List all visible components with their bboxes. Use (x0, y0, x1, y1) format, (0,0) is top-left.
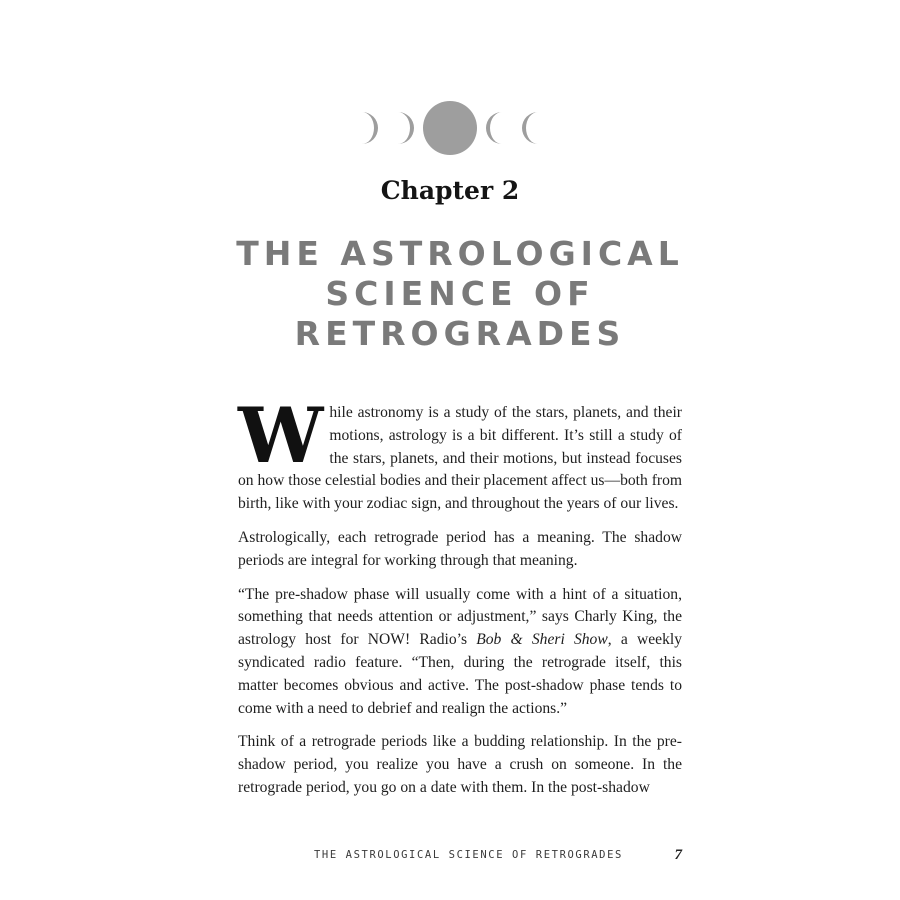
paragraph: Astrologically, each retrograde period has a meaning. The shadow periods are integral for working through that meaning. (238, 528, 682, 569)
moon-phase-svg (350, 96, 550, 160)
running-head: THE ASTROLOGICAL SCIENCE OF RETROGRADES (314, 849, 623, 861)
waxing-crescent-moon-icon (522, 112, 538, 144)
chapter-title-line: SCIENCE OF (325, 274, 595, 313)
paragraph-text: hile astronomy is a study of the stars, planets, and their motions, astrology is a bit different. It’s still a study of the stars, planets, and their motions, but instead focuses on how those celestial bodies and their placement affect us—both from birth, like with your zodiac sign, and throughout the years of our lives. (238, 404, 683, 513)
show-title: Bob & Sheri Show (476, 631, 608, 649)
paragraph-text: “The pre-shadow phase will usually come with a hint of a situation, something that needs attention or adjustment,” says Charly King, the astrology host for NOW! Radio’s (238, 585, 682, 649)
paragraph: Think of a retrograde periods like a budding relationship. In the pre-shadow period, you realize you have a crush on someone. In the retrograde period, you go on a date with them. In the post-shadow (238, 733, 682, 796)
body-text (238, 391, 683, 811)
page-footer (238, 847, 682, 865)
chapter-title-line: THE ASTROLOGICAL (236, 234, 684, 273)
drop-cap: W (238, 391, 324, 480)
waning-crescent-moon-icon (362, 112, 378, 144)
chapter-title-line: RETROGRADES (294, 314, 626, 353)
paragraph (238, 391, 683, 516)
full-moon-icon (423, 101, 477, 155)
chapter-label: Chapter 2 (380, 176, 520, 205)
page-number: 7 (674, 847, 682, 863)
moon-phase-ornament (0, 96, 900, 160)
paragraph-text: , a weekly syndicated radio feature. “Then, during the retrograde itself, this matter becomes obvious and active. The post-shadow phase tends to come with a need to debrief and realign the actions.” (238, 631, 682, 717)
waxing-crescent-moon-icon (486, 112, 502, 144)
paragraph (238, 584, 682, 721)
chapter-title (200, 234, 720, 354)
waning-crescent-moon-icon (398, 112, 414, 144)
